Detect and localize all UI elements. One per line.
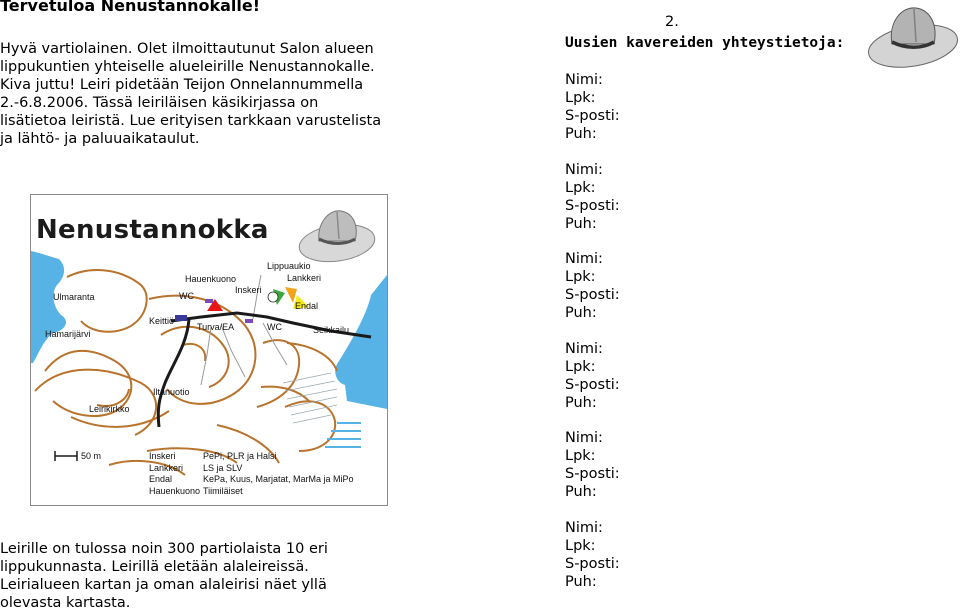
contact-phone-label: Puh:: [565, 305, 597, 321]
place-leirikirkko: Leirikirkko: [89, 404, 130, 414]
contact-phone-label: Puh:: [565, 215, 597, 232]
bottom-line: Leirialueen kartan ja oman alaleirisi näet yllä: [0, 577, 327, 593]
place-hauenkuono: Hauenkuono: [185, 274, 237, 284]
legend-groups: LS ja SLV: [203, 462, 243, 473]
intro-line: 2.-6.8.2006. Tässä leiriläisen käsikirjassa on: [0, 95, 319, 111]
contact-name-label: Nimi:: [565, 519, 603, 536]
contact-email-label: S-posti:: [565, 197, 620, 214]
place-ulmaranta: Ulmaranta: [53, 292, 95, 302]
legend-camp: Hauenkuono: [149, 485, 201, 496]
place-keittio: Keittiö: [149, 316, 175, 326]
intro-text: [0, 40, 420, 148]
contact-email-label: S-posti:: [565, 555, 620, 572]
contact-phone-label: Puh:: [565, 394, 597, 411]
legend-camp: Inskeri: [149, 451, 176, 461]
map-legend-groups: [203, 451, 354, 497]
map-scale-label: 50 m: [81, 451, 102, 461]
contact-block: [565, 161, 620, 251]
bottom-line: lippukunnasta. Leirillä eletään alaleireissä.: [0, 559, 309, 575]
map-legend-camps: [149, 451, 200, 497]
intro-line: Kiva juttu! Leiri pidetään Teijon Onnelannummella: [0, 77, 364, 93]
contact-troop-label: Lpk:: [565, 448, 596, 464]
contact-email-label: S-posti:: [565, 108, 620, 124]
place-endal: Endal: [295, 301, 319, 311]
contact-name-label: Nimi:: [565, 430, 603, 446]
place-turva-ea: Turva/EA: [197, 322, 235, 332]
contact-name-label: Nimi:: [565, 251, 603, 267]
contact-name-label: Nimi:: [565, 72, 603, 88]
place-wc-1: WC: [179, 291, 194, 301]
place-wc-2: WC: [267, 322, 282, 332]
legend-camp: Lankkeri: [149, 462, 184, 473]
contact-block: [565, 519, 620, 609]
contact-block: [565, 250, 620, 340]
section-title: Uusien kavereiden yhteystietoja:: [565, 35, 845, 51]
contact-troop-label: Lpk:: [565, 358, 596, 375]
legend-groups: PePi, PLR ja Halsi: [203, 451, 277, 461]
place-seikkailu: Seikkailu: [313, 325, 350, 335]
bottom-text: [0, 540, 420, 612]
contact-name-label: Nimi:: [565, 340, 603, 357]
contact-email-label: S-posti:: [565, 287, 620, 303]
contact-list: [565, 71, 620, 608]
contact-email-label: S-posti:: [565, 376, 620, 393]
contact-troop-label: Lpk:: [565, 179, 596, 196]
scout-hat-icon: [866, 2, 960, 74]
contact-block: [565, 340, 620, 430]
contact-name-label: Nimi:: [565, 161, 603, 178]
intro-line: ja lähtö- ja paluuaikataulut.: [0, 131, 200, 147]
section-number: 2.: [665, 14, 679, 30]
scout-hat-icon: [297, 203, 377, 267]
page-title: Tervetuloa Nenustannokalle!: [0, 0, 261, 15]
place-lankkeri: Lankkeri: [287, 273, 322, 283]
legend-camp: Endal: [149, 474, 173, 484]
bottom-line: Leirille on tulossa noin 300 partiolaista 10 eri: [0, 541, 328, 557]
contact-troop-label: Lpk:: [565, 90, 596, 106]
intro-line: lippukuntien yhteiselle alueleirille Nenustannokalle.: [0, 59, 375, 75]
contact-email-label: S-posti:: [565, 466, 620, 482]
intro-line: Hyvä vartiolainen. Olet ilmoittautunut Salon alueen: [0, 41, 374, 57]
place-iltanuotio: Iltanuotio: [153, 387, 190, 397]
intro-line: lisätietoa leiristä. Lue erityisen tarkkaan varustelista: [0, 113, 382, 129]
place-lippuaukio: Lippuaukio: [267, 261, 311, 271]
legend-groups: Tiimiläiset: [203, 485, 243, 496]
contact-phone-label: Puh:: [565, 126, 597, 142]
contact-troop-label: Lpk:: [565, 269, 596, 285]
contact-troop-label: Lpk:: [565, 537, 596, 554]
bottom-line: olevasta kartasta.: [0, 595, 131, 611]
map-title: Nenustannokka: [36, 215, 269, 245]
place-hamarijarvi: Hamarijärvi: [45, 329, 91, 339]
camp-map: [30, 194, 388, 506]
contact-phone-label: Puh:: [565, 573, 597, 590]
contact-block: [565, 429, 620, 519]
place-inskeri: Inskeri: [235, 285, 262, 295]
contact-block: [565, 71, 620, 161]
contact-phone-label: Puh:: [565, 484, 597, 500]
legend-groups: KePa, Kuus, Marjatat, MarMa ja MiPo: [203, 474, 354, 484]
